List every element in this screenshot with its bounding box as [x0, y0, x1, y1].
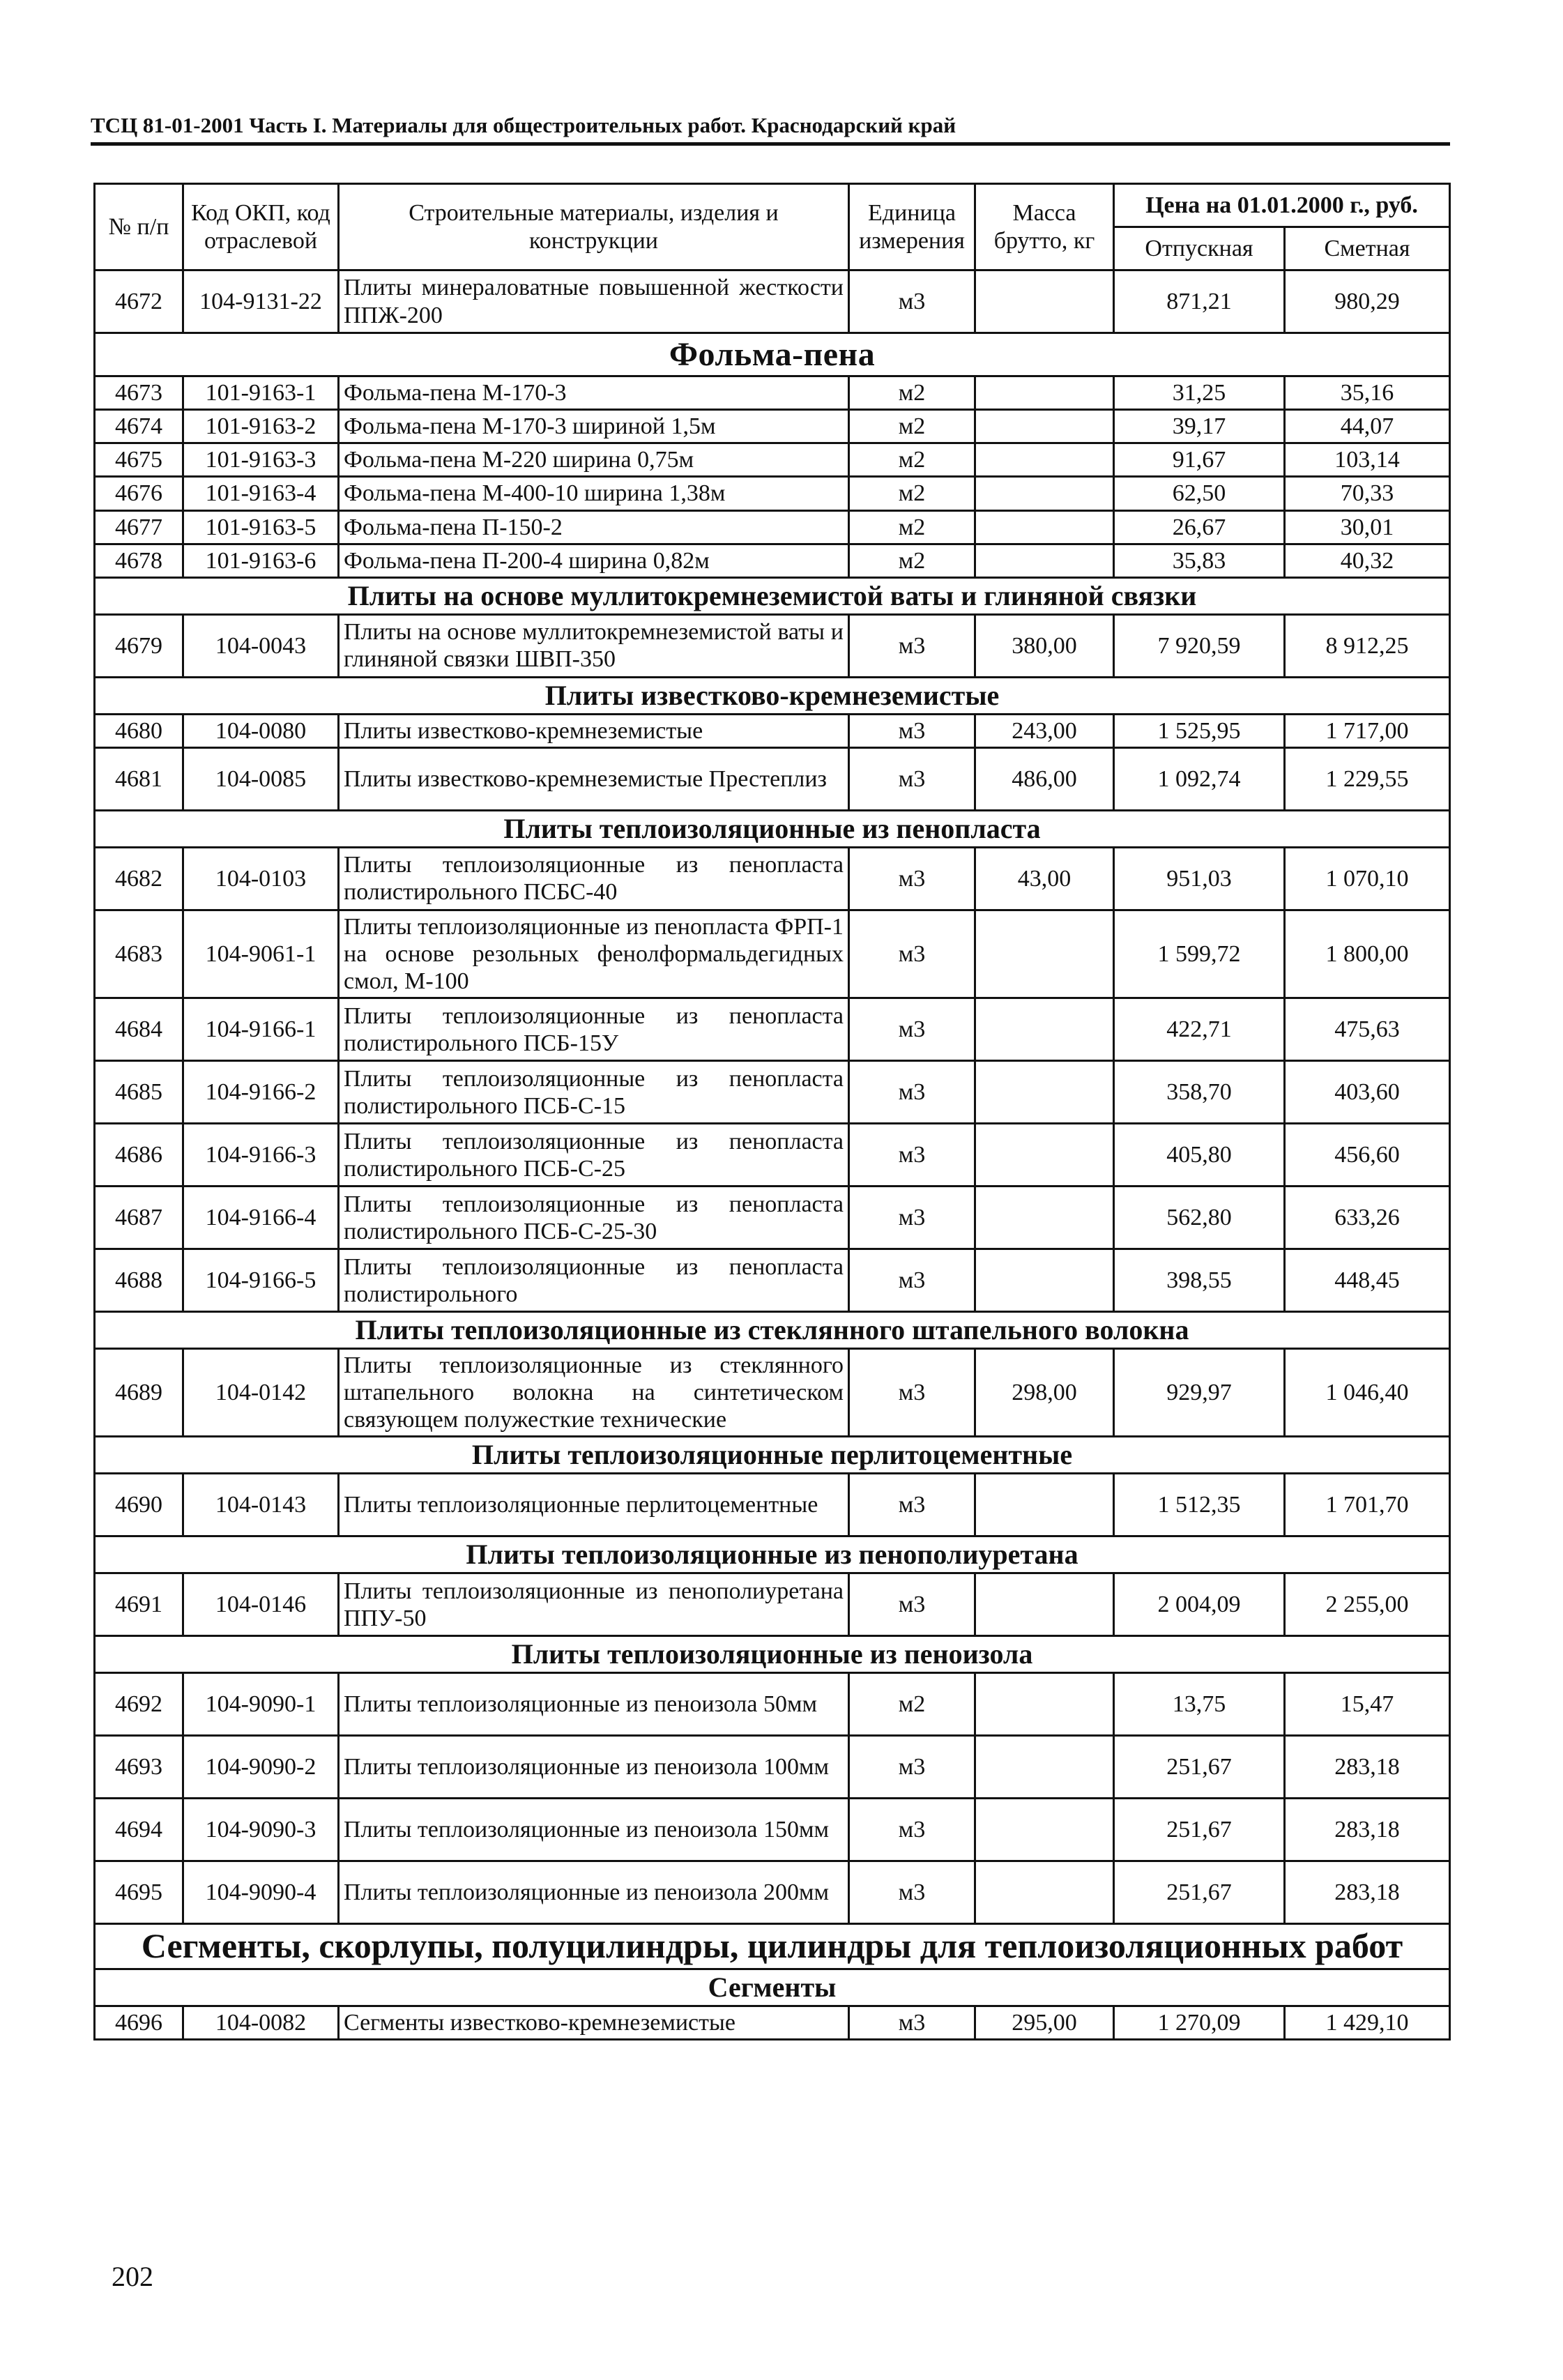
table-row	[95, 1349, 1450, 1437]
cell-price-release: 39,17	[1114, 410, 1285, 443]
cell-unit: м2	[849, 477, 975, 510]
cell-name: Плиты теплоизоляционные из пеноизола 100мм	[339, 1736, 849, 1799]
cell-unit: м2	[849, 376, 975, 410]
table-row	[95, 443, 1450, 477]
cell-num: 4679	[95, 614, 183, 677]
cell-unit: м3	[849, 1573, 975, 1636]
cell-unit: м2	[849, 410, 975, 443]
table-row	[95, 714, 1450, 747]
cell-price-release: 422,71	[1114, 998, 1285, 1061]
column-header-price-release: Отпускная	[1114, 227, 1285, 270]
cell-price-release: 1 525,95	[1114, 714, 1285, 747]
cell-price-estimate: 40,32	[1285, 544, 1450, 577]
cell-unit: м3	[849, 1861, 975, 1924]
cell-mass	[975, 1474, 1114, 1536]
cell-num: 4673	[95, 376, 183, 410]
cell-name: Плиты на основе муллитокремнеземистой ваты и глиняной связки ШВП-350	[339, 614, 849, 677]
cell-code: 104-0082	[183, 2006, 339, 2039]
table-row	[95, 747, 1450, 810]
cell-unit: м2	[849, 1673, 975, 1736]
cell-code: 101-9163-6	[183, 544, 339, 577]
column-header-name: Строительные материалы, изделия и конструкции	[339, 184, 849, 270]
cell-price-estimate: 456,60	[1285, 1124, 1450, 1187]
cell-num: 4685	[95, 1061, 183, 1124]
cell-code: 104-9090-3	[183, 1799, 339, 1861]
cell-name: Плиты теплоизоляционные из стеклянного штапельного волокна на синтетическом связующем полужесткие технические	[339, 1349, 849, 1437]
cell-unit: м2	[849, 510, 975, 544]
cell-num: 4682	[95, 847, 183, 910]
cell-code: 104-0146	[183, 1573, 339, 1636]
cell-name: Фольма-пена М-170-3	[339, 376, 849, 410]
cell-price-release: 562,80	[1114, 1187, 1285, 1249]
cell-name: Плиты теплоизоляционные из пенопласта полистирольного ПСБС-40	[339, 847, 849, 910]
cell-price-release: 929,97	[1114, 1349, 1285, 1437]
cell-mass	[975, 443, 1114, 477]
cell-price-estimate: 283,18	[1285, 1861, 1450, 1924]
cell-mass	[975, 410, 1114, 443]
cell-name: Плиты известково-кремнеземистые	[339, 714, 849, 747]
cell-num: 4672	[95, 270, 183, 333]
cell-mass: 298,00	[975, 1349, 1114, 1437]
cell-name: Плиты теплоизоляционные из пенополиуретана ППУ-50	[339, 1573, 849, 1636]
section-row	[95, 1312, 1450, 1349]
cell-mass: 380,00	[975, 614, 1114, 677]
section-title: Плиты теплоизоляционные из пенопласта	[95, 810, 1450, 847]
cell-code: 104-0080	[183, 714, 339, 747]
cell-name: Плиты теплоизоляционные из пенопласта ФРП-1 на основе резольных фенолформальдегидных смол, М-100	[339, 910, 849, 998]
cell-name: Плиты теплоизоляционные из пенопласта полистирольного ПСБ-С-25-30	[339, 1187, 849, 1249]
cell-code: 104-9090-2	[183, 1736, 339, 1799]
cell-num: 4689	[95, 1349, 183, 1437]
cell-num: 4684	[95, 998, 183, 1061]
cell-name: Плиты теплоизоляционные из пенопласта полистирольного ПСБ-С-25	[339, 1124, 849, 1187]
cell-name: Фольма-пена М-170-3 шириной 1,5м	[339, 410, 849, 443]
cell-name: Плиты теплоизоляционные из пеноизола 200мм	[339, 1861, 849, 1924]
cell-code: 101-9163-2	[183, 410, 339, 443]
cell-mass	[975, 376, 1114, 410]
table-row	[95, 1736, 1450, 1799]
cell-mass: 243,00	[975, 714, 1114, 747]
cell-price-release: 1 599,72	[1114, 910, 1285, 998]
section-title: Сегменты, скорлупы, полуцилиндры, цилиндры для теплоизоляционных работ	[95, 1924, 1450, 1969]
cell-price-release: 91,67	[1114, 443, 1285, 477]
table-row	[95, 1573, 1450, 1636]
cell-mass: 295,00	[975, 2006, 1114, 2039]
cell-price-estimate: 448,45	[1285, 1249, 1450, 1312]
section-title: Сегменты	[95, 1969, 1450, 2006]
section-title: Плиты известково-кремнеземистые	[95, 677, 1450, 714]
table-row	[95, 376, 1450, 410]
cell-price-release: 951,03	[1114, 847, 1285, 910]
section-row	[95, 1924, 1450, 1969]
cell-code: 104-9061-1	[183, 910, 339, 998]
section-row	[95, 1969, 1450, 2006]
cell-mass	[975, 477, 1114, 510]
section-row	[95, 1437, 1450, 1474]
price-table	[93, 183, 1451, 2040]
table-row	[95, 1124, 1450, 1187]
table-row	[95, 614, 1450, 677]
cell-num: 4680	[95, 714, 183, 747]
cell-mass	[975, 1249, 1114, 1312]
cell-code: 101-9163-4	[183, 477, 339, 510]
cell-num: 4677	[95, 510, 183, 544]
cell-unit: м3	[849, 714, 975, 747]
cell-code: 104-0142	[183, 1349, 339, 1437]
column-header-price-estimate: Сметная	[1285, 227, 1450, 270]
section-title: Фольма-пена	[95, 333, 1450, 376]
cell-unit: м3	[849, 1249, 975, 1312]
table-body	[95, 270, 1450, 2040]
cell-price-estimate: 1 701,70	[1285, 1474, 1450, 1536]
cell-price-release: 2 004,09	[1114, 1573, 1285, 1636]
cell-num: 4694	[95, 1799, 183, 1861]
cell-price-estimate: 44,07	[1285, 410, 1450, 443]
section-title: Плиты теплоизоляционные из стеклянного штапельного волокна	[95, 1312, 1450, 1349]
cell-code: 104-9166-5	[183, 1249, 339, 1312]
section-title: Плиты теплоизоляционные из пенополиуретана	[95, 1536, 1450, 1573]
cell-price-estimate: 35,16	[1285, 376, 1450, 410]
cell-price-estimate: 2 255,00	[1285, 1573, 1450, 1636]
cell-price-release: 13,75	[1114, 1673, 1285, 1736]
cell-price-estimate: 1 046,40	[1285, 1349, 1450, 1437]
cell-mass	[975, 510, 1114, 544]
column-header-num: № п/п	[95, 184, 183, 270]
cell-code: 104-9166-3	[183, 1124, 339, 1187]
cell-num: 4695	[95, 1861, 183, 1924]
section-row	[95, 810, 1450, 847]
section-row	[95, 1536, 1450, 1573]
cell-unit: м3	[849, 2006, 975, 2039]
cell-code: 104-0103	[183, 847, 339, 910]
cell-price-estimate: 30,01	[1285, 510, 1450, 544]
cell-price-release: 405,80	[1114, 1124, 1285, 1187]
cell-price-release: 1 512,35	[1114, 1474, 1285, 1536]
section-title: Плиты на основе муллитокремнеземистой ваты и глиняной связки	[95, 577, 1450, 614]
cell-name: Плиты теплоизоляционные из пеноизола 150мм	[339, 1799, 849, 1861]
cell-code: 104-0085	[183, 747, 339, 810]
cell-mass	[975, 910, 1114, 998]
cell-unit: м3	[849, 1061, 975, 1124]
cell-price-estimate: 1 429,10	[1285, 2006, 1450, 2039]
table-row	[95, 847, 1450, 910]
cell-name: Плиты теплоизоляционные из пеноизола 50мм	[339, 1673, 849, 1736]
cell-code: 104-9166-2	[183, 1061, 339, 1124]
cell-num: 4676	[95, 477, 183, 510]
cell-price-estimate: 1 800,00	[1285, 910, 1450, 998]
cell-unit: м3	[849, 270, 975, 333]
cell-code: 101-9163-3	[183, 443, 339, 477]
cell-price-estimate: 980,29	[1285, 270, 1450, 333]
cell-price-estimate: 283,18	[1285, 1736, 1450, 1799]
table-row	[95, 1861, 1450, 1924]
cell-price-estimate: 1 070,10	[1285, 847, 1450, 910]
table-row	[95, 477, 1450, 510]
cell-price-estimate: 70,33	[1285, 477, 1450, 510]
cell-price-release: 251,67	[1114, 1799, 1285, 1861]
cell-mass: 486,00	[975, 747, 1114, 810]
cell-unit: м2	[849, 544, 975, 577]
cell-mass	[975, 1187, 1114, 1249]
cell-num: 4686	[95, 1124, 183, 1187]
cell-num: 4693	[95, 1736, 183, 1799]
cell-name: Фольма-пена М-400-10 ширина 1,38м	[339, 477, 849, 510]
cell-num: 4691	[95, 1573, 183, 1636]
cell-price-release: 871,21	[1114, 270, 1285, 333]
section-row	[95, 577, 1450, 614]
cell-unit: м3	[849, 910, 975, 998]
cell-price-estimate: 283,18	[1285, 1799, 1450, 1861]
table-row	[95, 998, 1450, 1061]
cell-num: 4692	[95, 1673, 183, 1736]
column-header-mass: Масса брутто, кг	[975, 184, 1114, 270]
cell-code: 104-9131-22	[183, 270, 339, 333]
cell-num: 4687	[95, 1187, 183, 1249]
cell-price-release: 251,67	[1114, 1861, 1285, 1924]
section-row	[95, 1636, 1450, 1673]
cell-code: 104-0043	[183, 614, 339, 677]
cell-mass	[975, 1573, 1114, 1636]
table-row	[95, 1799, 1450, 1861]
section-row	[95, 677, 1450, 714]
cell-unit: м3	[849, 1349, 975, 1437]
table-row	[95, 1061, 1450, 1124]
cell-mass	[975, 1061, 1114, 1124]
cell-price-release: 398,55	[1114, 1249, 1285, 1312]
cell-price-release: 35,83	[1114, 544, 1285, 577]
cell-unit: м3	[849, 998, 975, 1061]
table-row	[95, 1474, 1450, 1536]
cell-price-release: 7 920,59	[1114, 614, 1285, 677]
cell-code: 104-9166-4	[183, 1187, 339, 1249]
cell-mass: 43,00	[975, 847, 1114, 910]
table-row	[95, 544, 1450, 577]
cell-num: 4688	[95, 1249, 183, 1312]
page-header: ТСЦ 81-01-2001 Часть I. Материалы для общестроительных работ. Краснодарский край	[91, 113, 1450, 146]
cell-price-release: 26,67	[1114, 510, 1285, 544]
cell-code: 104-0143	[183, 1474, 339, 1536]
cell-name: Плиты минераловатные повышенной жесткости ППЖ-200	[339, 270, 849, 333]
cell-unit: м3	[849, 747, 975, 810]
cell-code: 101-9163-1	[183, 376, 339, 410]
table-row	[95, 410, 1450, 443]
cell-unit: м3	[849, 847, 975, 910]
page-number: 202	[112, 2261, 153, 2292]
cell-price-release: 31,25	[1114, 376, 1285, 410]
cell-num: 4690	[95, 1474, 183, 1536]
cell-price-estimate: 633,26	[1285, 1187, 1450, 1249]
cell-price-estimate: 403,60	[1285, 1061, 1450, 1124]
cell-mass	[975, 1124, 1114, 1187]
cell-unit: м3	[849, 1124, 975, 1187]
column-header-unit: Единица измерения	[849, 184, 975, 270]
cell-name: Плиты теплоизоляционные перлитоцементные	[339, 1474, 849, 1536]
cell-unit: м3	[849, 1187, 975, 1249]
cell-name: Фольма-пена М-220 ширина 0,75м	[339, 443, 849, 477]
cell-price-estimate: 1 229,55	[1285, 747, 1450, 810]
cell-price-estimate: 1 717,00	[1285, 714, 1450, 747]
cell-num: 4696	[95, 2006, 183, 2039]
cell-mass	[975, 1736, 1114, 1799]
cell-name: Фольма-пена П-200-4 ширина 0,82м	[339, 544, 849, 577]
cell-code: 104-9090-1	[183, 1673, 339, 1736]
cell-num: 4674	[95, 410, 183, 443]
cell-price-release: 62,50	[1114, 477, 1285, 510]
table-row	[95, 270, 1450, 333]
cell-name: Плиты теплоизоляционные из пенопласта полистирольного ПСБ-С-15	[339, 1061, 849, 1124]
cell-name: Плиты теплоизоляционные из пенопласта полистирольного ПСБ-15У	[339, 998, 849, 1061]
cell-mass	[975, 998, 1114, 1061]
cell-num: 4675	[95, 443, 183, 477]
cell-code: 101-9163-5	[183, 510, 339, 544]
table-row	[95, 510, 1450, 544]
cell-price-estimate: 103,14	[1285, 443, 1450, 477]
cell-price-release: 1 092,74	[1114, 747, 1285, 810]
cell-unit: м2	[849, 443, 975, 477]
cell-name: Плиты теплоизоляционные из пенопласта полистирольного	[339, 1249, 849, 1312]
table-row	[95, 1187, 1450, 1249]
cell-mass	[975, 544, 1114, 577]
cell-price-estimate: 475,63	[1285, 998, 1450, 1061]
cell-unit: м3	[849, 614, 975, 677]
cell-num: 4681	[95, 747, 183, 810]
column-header-price-group: Цена на 01.01.2000 г., руб.	[1114, 184, 1450, 227]
section-title: Плиты теплоизоляционные из пеноизола	[95, 1636, 1450, 1673]
cell-price-release: 1 270,09	[1114, 2006, 1285, 2039]
cell-mass	[975, 270, 1114, 333]
cell-name: Фольма-пена П-150-2	[339, 510, 849, 544]
cell-name: Сегменты известково-кремнеземистые	[339, 2006, 849, 2039]
section-title: Плиты теплоизоляционные перлитоцементные	[95, 1437, 1450, 1474]
column-header-code: Код ОКП, код отраслевой	[183, 184, 339, 270]
cell-price-estimate: 15,47	[1285, 1673, 1450, 1736]
cell-price-release: 358,70	[1114, 1061, 1285, 1124]
table-row	[95, 910, 1450, 998]
table-row	[95, 1673, 1450, 1736]
table-row	[95, 2006, 1450, 2039]
cell-unit: м3	[849, 1799, 975, 1861]
cell-price-estimate: 8 912,25	[1285, 614, 1450, 677]
cell-mass	[975, 1673, 1114, 1736]
cell-code: 104-9166-1	[183, 998, 339, 1061]
section-row	[95, 333, 1450, 376]
table-row	[95, 1249, 1450, 1312]
cell-price-release: 251,67	[1114, 1736, 1285, 1799]
cell-unit: м3	[849, 1736, 975, 1799]
cell-code: 104-9090-4	[183, 1861, 339, 1924]
cell-mass	[975, 1861, 1114, 1924]
cell-name: Плиты известково-кремнеземистые Престеплиз	[339, 747, 849, 810]
cell-num: 4678	[95, 544, 183, 577]
cell-mass	[975, 1799, 1114, 1861]
cell-num: 4683	[95, 910, 183, 998]
cell-unit: м3	[849, 1474, 975, 1536]
